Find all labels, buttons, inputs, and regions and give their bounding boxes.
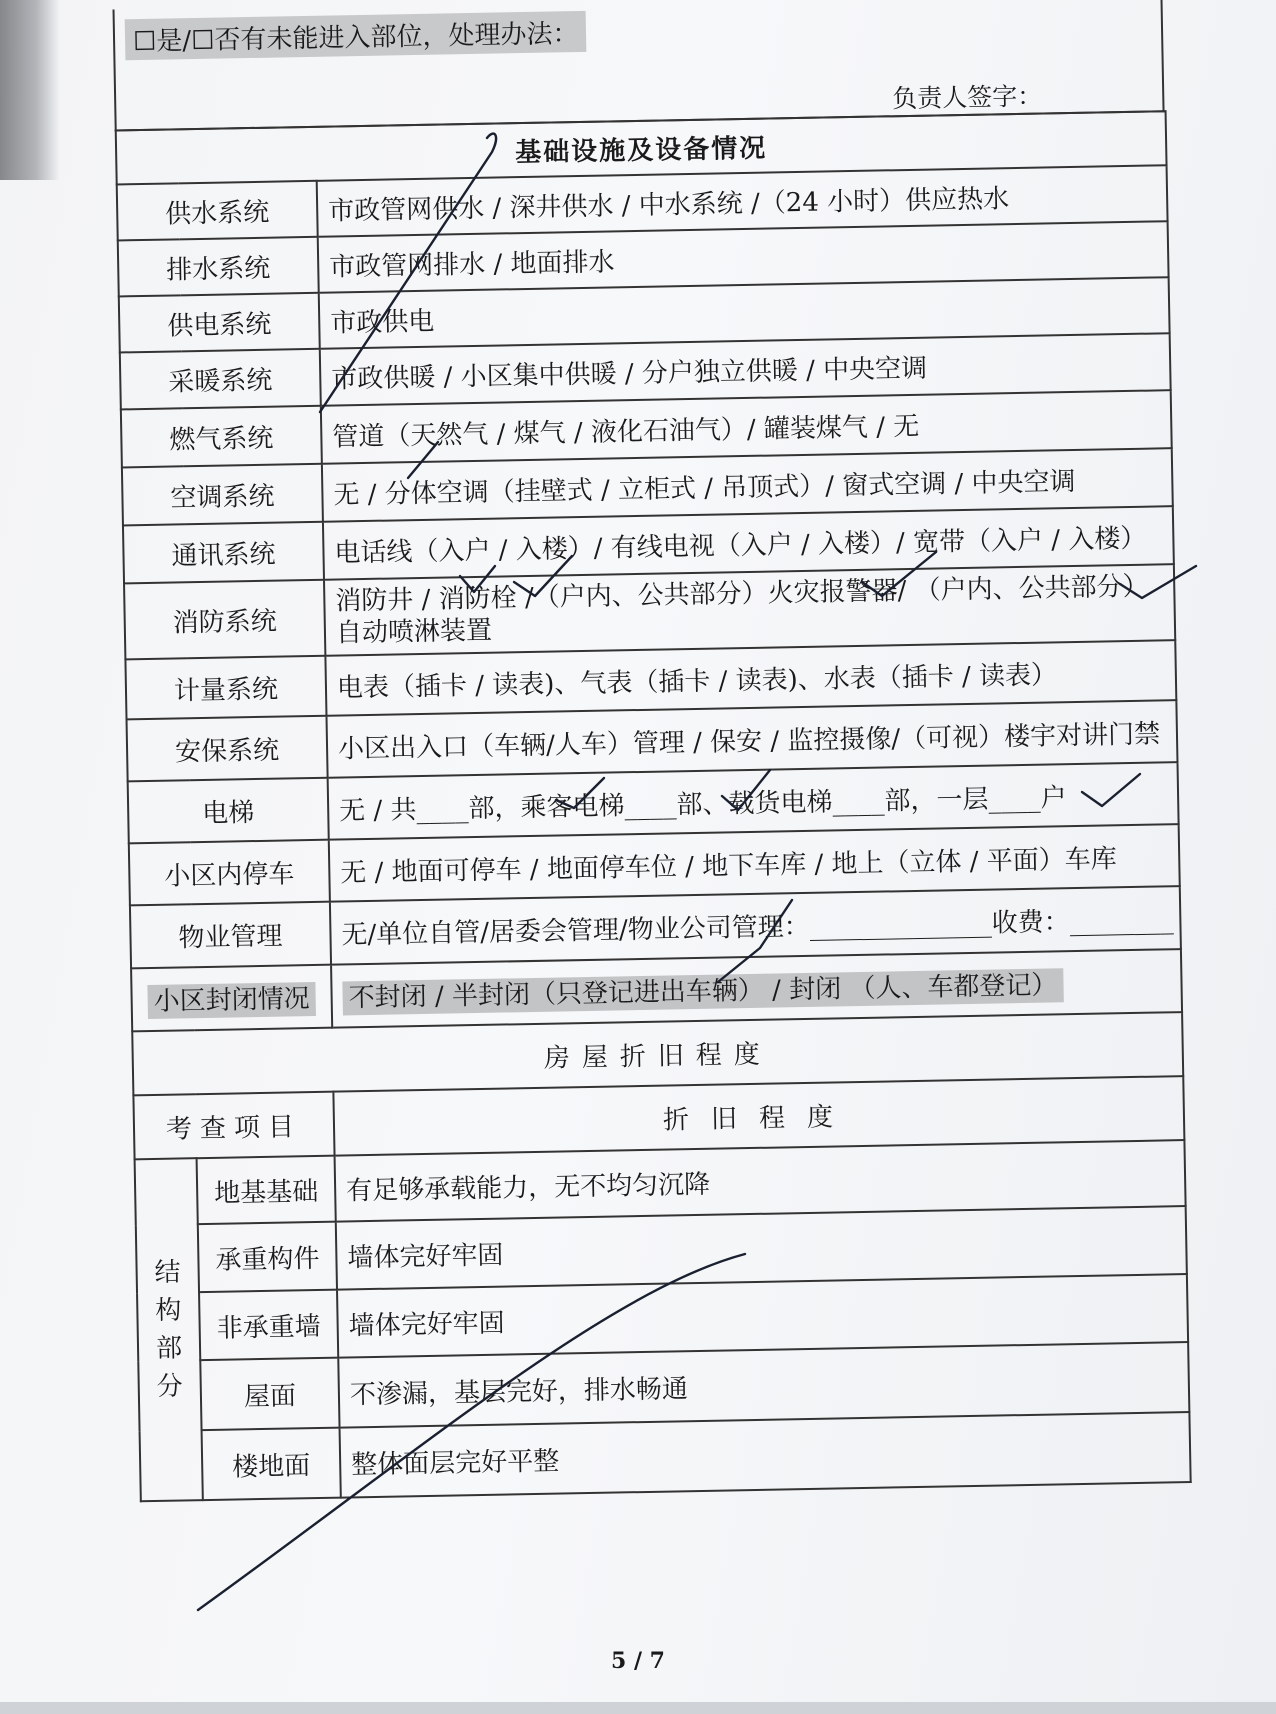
row-value: 电话线（入户 / 入楼）/ 有线电视（入户 / 入楼）/ 宽带（入户 / 入楼） xyxy=(323,506,1174,580)
structure-group-label: 结构部分 xyxy=(135,1158,203,1501)
row-value: 无 / 分体空调（挂壁式 / 立柜式 / 吊顶式）/ 窗式空调 / 中央空调 xyxy=(322,448,1173,522)
row-label: 小区内停车 xyxy=(129,840,330,906)
row-value: 管道（天然气 / 煤气 / 液化石油气）/ 罐装煤气 / 无 xyxy=(321,390,1172,464)
form-header xyxy=(113,0,1165,132)
row-label: 排水系统 xyxy=(118,237,319,297)
row-value: 墙体完好牢固 xyxy=(336,1206,1187,1290)
row-value: 市政管网供水 / 深井供水 / 中水系统 /（24 小时）供应热水 xyxy=(317,165,1168,237)
row-label xyxy=(131,965,332,1032)
row-value: 不渗漏，基层完好，排水畅通 xyxy=(338,1342,1189,1428)
row-value: 墙体完好牢固 xyxy=(337,1274,1188,1358)
row-label: 供电系统 xyxy=(119,293,320,353)
row-label: 供水系统 xyxy=(117,181,318,241)
row-label: 屋面 xyxy=(200,1358,339,1431)
column-header-degree: 折旧程度 xyxy=(333,1076,1184,1156)
signature-label: 负责人签字： xyxy=(891,81,1043,114)
row-value: 市政管网排水 / 地面排水 xyxy=(318,221,1169,293)
inaccessible-parts-question: ☐是/☐否有未能进入部位，处理办法： xyxy=(125,11,587,60)
facilities-section-title: 基础设施及设备情况 xyxy=(116,111,1167,184)
page-number: 5 / 7 xyxy=(611,1648,665,1674)
row-label: 燃气系统 xyxy=(121,406,322,468)
row-value: 消防井 / 消防栓 /（户内、公共部分）火灾报警器/ （户内、公共部分）自动喷淋装置 xyxy=(324,564,1175,656)
row-label: 通讯系统 xyxy=(123,522,324,584)
row-value: 无 / 地面可停车 / 地面停车位 / 地下车库 / 地上（立体 / 平面）车库 xyxy=(329,824,1180,902)
row-label: 安保系统 xyxy=(127,716,328,782)
row-value: 有足够承载能力，无不均匀沉降 xyxy=(335,1140,1186,1222)
row-value: 市政供暖 / 小区集中供暖 / 分户独立供暖 / 中央空调 xyxy=(320,333,1171,406)
row-label: 采暖系统 xyxy=(120,349,321,410)
row-label: 电梯 xyxy=(128,778,329,844)
column-header-item: 考查项目 xyxy=(133,1092,334,1160)
depreciation-section-title: 房屋折旧程度 xyxy=(132,1012,1183,1095)
highlighted-label: 小区封闭情况 xyxy=(147,982,316,1019)
row-value: 电表（插卡 / 读表)、气表（插卡 / 读表)、水表（插卡 / 读表） xyxy=(325,640,1176,716)
row-label: 承重构件 xyxy=(198,1222,337,1293)
row-value: 无 / 共____部，乘客电梯____部、载货电梯____部，一层____户 xyxy=(328,762,1179,840)
row-label: 空调系统 xyxy=(122,464,323,526)
row-label: 计量系统 xyxy=(125,656,326,720)
row-label: 物业管理 xyxy=(130,902,331,969)
row-value: 无/单位自管/居委会管理/物业公司管理：______________收费：________ xyxy=(330,886,1181,965)
row-label: 楼地面 xyxy=(202,1428,341,1501)
row-value: 市政供电 xyxy=(319,277,1170,349)
row-value: 整体面层完好平整 xyxy=(340,1412,1191,1498)
row-label: 消防系统 xyxy=(124,580,325,660)
row-value: 小区出入口（车辆/人车）管理 / 保安 / 监控摄像/（可视）楼宇对讲门禁 xyxy=(326,700,1177,778)
row-label: 非承重墙 xyxy=(199,1290,338,1361)
highlighted-value: 不封闭 / 半封闭（只登记进出车辆） / 封闭 （人、车都登记） xyxy=(342,968,1063,1015)
row-label: 地基基础 xyxy=(197,1156,336,1225)
survey-table xyxy=(115,110,1192,1502)
